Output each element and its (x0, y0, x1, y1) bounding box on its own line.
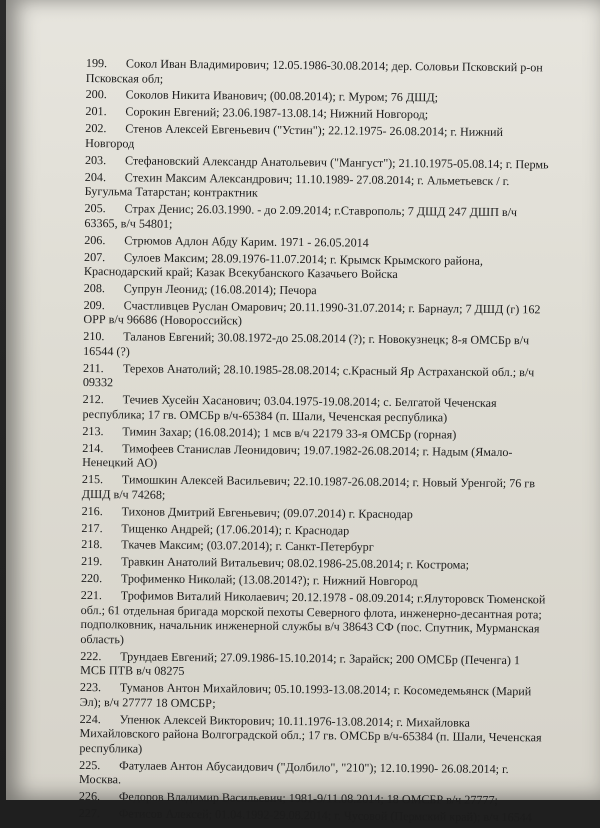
entry-number: 218. (81, 537, 103, 552)
entry-text: Федоров Владимир Васильевич; 1981-9/11.08.2014; 18 ОМСБР в/ч 27777; (118, 789, 498, 808)
list-item (84, 249, 552, 283)
entry-text: Трофименко Николай; (13.08.2014?); г. Нижний Новгород (120, 571, 418, 589)
entry-number: 199. (85, 56, 108, 71)
entry-number: 205. (84, 201, 106, 216)
entry-text: Супрун Леонид; (16.08.2014); Печора (123, 281, 317, 298)
entry-text: Фетисов Алексей; 01.04.1992-29.08.2014; г. Чусовой (Пермский край); в/ч 16544 (118, 806, 532, 825)
entry-text: Счастливцев Руслан Омарович; 20.11.1990-31.07.2014; г. Барнаул; 7 ДШД (г) 162 ОРР в/ч 96686 (Новороссийск) (83, 298, 541, 328)
entry-number: 216. (81, 503, 103, 518)
name-list (79, 56, 554, 828)
list-item (84, 281, 552, 300)
list-item (85, 153, 553, 172)
list-item (83, 361, 551, 395)
entry-text: Таланов Евгений; 30.08.1972-до 25.08.2014 (?); г. Новокузнецк; 8-я ОМСБр в/ч 16544 (?) (83, 329, 530, 359)
list-item (83, 298, 551, 332)
entry-text: Стрюмов Адлон Абду Карим. 1971 - 26.05.2014 (124, 232, 369, 250)
entry-number: 215. (81, 472, 104, 487)
entry-number: 204. (84, 169, 107, 184)
entry-text: Тимин Захар; (16.08.2014); 1 мсв в/ч 22179 33-я ОМСБр (горная) (122, 424, 457, 442)
entry-number: 227. (78, 806, 100, 821)
list-item (85, 121, 553, 155)
entry-text: Течиев Хусейн Хасанович; 03.04.1975-19.08.2014; с. Белгатой Чеченская республика; 17 гв. ОМСБр в/ч-65384 (п. Шали, Чеченская республика) (82, 392, 497, 425)
list-item (82, 504, 550, 523)
entry-number: 211. (82, 360, 104, 376)
entry-number: 223. (79, 680, 102, 695)
entry-text: Трофимов Виталий Николаевич; 20.12.1978 - 08.09.2014; г.Ялуторовск Тюменской обл.; 61 отдельная бригада морской пехоты Северного флота, инженерно-десантная рота; подполковник, начальник инженерной службы в/ч 38643 СФ (пос. Спутник, Мурманская область) (80, 588, 546, 647)
entry-text: Ткачев Максим; (03.07.2014); г. Санкт-Петербург (121, 537, 374, 555)
entry-text: Соколов Никита Иванович; (00.08.2014); г. Муром; 76 ДШД; (125, 87, 439, 105)
list-item (81, 521, 549, 540)
list-item (82, 424, 550, 443)
entry-number: 214. (82, 440, 104, 455)
entry-number: 208. (83, 280, 106, 296)
entry-number: 219. (81, 554, 103, 569)
list-item (83, 329, 551, 363)
list-item (82, 441, 550, 475)
entry-text: Сорокин Евгений; 23.06.1987-13.08.14; Нижний Новгород; (125, 104, 429, 122)
entry-number: 202. (85, 121, 107, 136)
entry-number: 210. (83, 329, 105, 344)
list-item (80, 680, 548, 714)
entry-text: Стефановский Александр Анатольевич ("Мангуст"); 21.10.1975-05.08.14; г. Пермь (124, 153, 549, 172)
entry-number: 224. (79, 711, 101, 726)
entry-text: Упенюк Алексей Викторович; 10.11.1976-13.08.2014; г. Михайловка Михайловского района Волгоградской обл.; 17 гв. ОМСБр в/ч-65384 (п. Шали, Чеченская республика) (79, 712, 542, 756)
entry-text: Фатулаев Антон Абусаидович ("Долбило", "210"); 12.10.1990- 26.08.2014; г. Москва. (78, 758, 509, 787)
list-item (85, 170, 553, 204)
entry-text: Трундаев Евгений; 27.09.1986-15.10.2014; г. Зарайск; 200 ОМСБр (Печенга) 1 МСБ ПТВ в/ч 08275 (80, 649, 521, 679)
entry-text: Тимошкин Алексей Васильевич; 22.10.1987-26.08.2014; г. Новый Уренгой; 76 гв ДШД в/ч 74268; (81, 472, 536, 502)
list-item (79, 806, 547, 825)
entry-text: Страх Денис; 26.03.1990. - до 2.09.2014; г.Ставрополь; 7 ДШД 247 ДШП в/ч 63365, в/ч 54801; (84, 201, 518, 231)
entry-text: Сокол Иван Владимирович; 12.05.1986-30.08.2014; дер. Соловьи Псковский р-он Псковская обл; (85, 56, 543, 86)
entry-number: 217. (81, 520, 103, 535)
list-item (82, 392, 550, 426)
entry-text: Тимофеев Станислав Леонидович; 19.07.1982-26.08.2014; г. Надым (Ямало-Ненецкий АО) (82, 441, 513, 470)
entry-number: 225. (79, 757, 101, 773)
entry-text: Тихонов Дмитрий Евгеньевич; (09.07.2014) г. Краснодар (121, 504, 413, 521)
list-item (86, 87, 554, 106)
list-item (81, 537, 549, 556)
list-item (84, 233, 552, 252)
list-item (84, 201, 552, 235)
entry-text: Стехин Максим Александрович; 11.10.1989- 27.08.2014; г. Альметьевск / г. Бугульма Татарстан; контрактник (84, 170, 510, 200)
entry-number: 201. (85, 104, 107, 119)
list-item (81, 554, 549, 573)
list-item (80, 649, 548, 683)
document-page (6, 0, 600, 825)
entry-number: 222. (80, 648, 102, 663)
entry-number: 213. (82, 423, 104, 438)
entry-text: Терехов Анатолий; 28.10.1985-28.08.2014; с.Красный Яр Астраханской обл.; в/ч 09332 (82, 361, 535, 390)
entry-text: Травкин Анатолий Витальевич; 08.02.1986-25.08.2014; г. Кострома; (121, 554, 470, 573)
list-item (79, 712, 547, 760)
entry-number: 200. (85, 87, 107, 102)
list-item (79, 789, 547, 808)
list-item (80, 588, 549, 651)
list-item (81, 571, 549, 590)
list-item (85, 104, 553, 123)
entry-number: 220. (80, 571, 103, 586)
entry-text: Стенов Алексей Евгеньевич ("Устин"); 22.12.1975- 26.08.2014; г. Нижний Новгород (85, 121, 504, 151)
list-item (82, 472, 550, 506)
entry-text: Тищенко Андрей; (17.06.2014); г. Краснодар (121, 520, 350, 538)
entry-number: 203. (84, 152, 107, 167)
list-item (86, 56, 554, 90)
entry-number: 226. (78, 789, 101, 804)
entry-number: 221. (80, 588, 103, 603)
entry-number: 206. (84, 232, 106, 247)
entry-text: Туманов Антон Михайлович; 05.10.1993-13.08.2014; г. Косомедемьянск (Марий Эл); в/ч 27777 18 ОМСБР; (79, 680, 532, 711)
entry-text: Сулоев Максим; 28.09.1976-11.07.2014; г. Крымск Крымского района, Краснодарский край; Казак Всекубанского Казачьего Войска (83, 249, 484, 282)
entry-number: 209. (83, 297, 105, 313)
entry-number: 212. (82, 392, 104, 407)
list-item (79, 758, 547, 792)
entry-number: 207. (84, 249, 106, 264)
